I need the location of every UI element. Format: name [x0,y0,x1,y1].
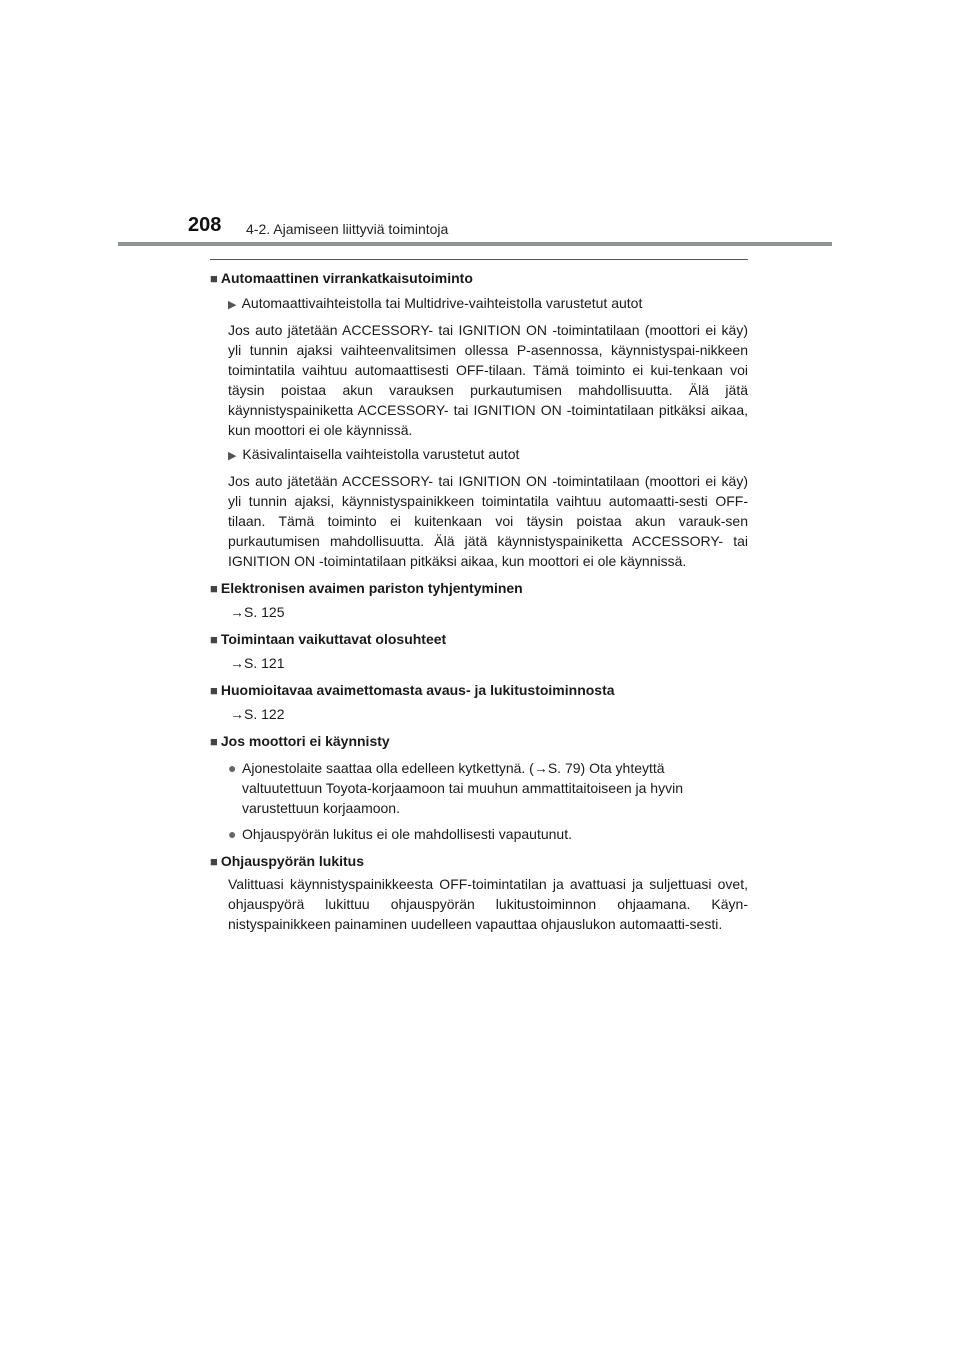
square-bullet-icon: ■ [210,271,218,286]
list-item-text: Ajonestolaite saattaa olla edelleen kytkettynä. (→S. 79) Ota yhteyttä valtuutettuun Toyota-korjaamoon tai muuhun ammattitaitoiseen ja hyvin varustettuun korjaamoon. [242,760,683,816]
triangle-marker-icon: ▶ [228,299,237,311]
subheading [228,444,748,466]
square-bullet-icon: ■ [210,854,218,869]
heading-text: Jos moottori ei käynnisty [220,733,390,749]
subheading-text: Automaattivaihteistolla tai Multidrive-vaihteistolla varustetut autot [241,295,643,311]
section-title: 4-2. Ajamiseen liittyviä toimintoja [246,221,449,237]
subheading [228,293,748,315]
page-content [210,268,748,934]
paragraph: Valittuasi käynnistyspainikkeesta OFF-toimintatilan ja avattuasi ja suljettuasi ovet, ohjauspyörä lukittuu ohjauspyörän lukitustoiminnon ohjaamana. Käyn-nistyspainikkeen painaminen uudelleen vapauttaa ohjauslukon automaatti-sesti. [228,876,748,932]
section-heading [210,268,748,289]
section-heading [210,629,748,650]
paragraph: Jos auto jätetään ACCESSORY- tai IGNITION ON -toimintatilaan (moottori ei käy) yli tunnin ajaksi, käynnistyspainikkeen toimintatila vaihtuu automaatti-sesti OFF-tilaan. Tämä toiminto ei kuitenkaan voi täysin poistaa akun varauk-sen purkautumisen mahdollisuutta. Älä jätä käynnistyspainiketta ACCESSORY- tai IGNITION ON -toimintatilaan pitkäksi aikaa, kun moottori ei ole käynnissä. [228,473,748,569]
section-heading [210,680,748,701]
heading-text: Automaattinen virrankatkaisutoiminto [220,270,473,286]
section-heading [210,731,748,752]
content-divider [210,259,748,260]
page-reference-link[interactable]: →S. 125 [230,604,285,620]
page-reference-link[interactable]: →S. 121 [230,655,285,671]
list-item-text: Ohjauspyörän lukitus ei ole mahdollisesti vapautunut. [242,826,572,842]
section-heading [210,578,748,599]
circle-bullet-icon: ● [228,826,237,842]
heading-text: Huomioitavaa avaimettomasta avaus- ja lukitustoiminnosta [220,682,615,698]
square-bullet-icon: ■ [210,581,218,596]
circle-bullet-icon: ● [228,760,237,776]
list-item [228,824,748,844]
paragraph: Jos auto jätetään ACCESSORY- tai IGNITION ON -toimintatilaan (moottori ei käy) yli tunnin ajaksi vaihteenvalitsimen ollessa P-asennossa, käynnistyspai-nikkeen toimintatila vaihtuu automaattisesti OFF-tilaan. Tämä toiminto ei kui-tenkaan voi täysin poistaa akun varauksen purkautumisen mahdollisuutta. Älä jätä käynnistyspainiketta ACCESSORY- tai IGNITION ON -toimintatilaan pitkäksi aikaa, kun moottori ei ole käynnissä. [228,322,748,438]
heading-text: Toimintaan vaikuttavat olosuhteet [220,631,447,647]
subheading-text: Käsivalintaisella vaihteistolla varustetut autot [242,446,520,462]
section-heading [210,851,748,872]
square-bullet-icon: ■ [210,632,218,647]
page-reference-link[interactable]: →S. 122 [230,706,285,722]
header-divider [118,242,832,246]
heading-text: Ohjauspyörän lukitus [220,853,364,869]
square-bullet-icon: ■ [210,734,218,749]
triangle-marker-icon: ▶ [228,450,237,462]
page-number: 208 [188,214,222,236]
list-item [228,758,748,818]
square-bullet-icon: ■ [210,683,218,698]
heading-text: Elektronisen avaimen pariston tyhjentyminen [220,580,523,596]
